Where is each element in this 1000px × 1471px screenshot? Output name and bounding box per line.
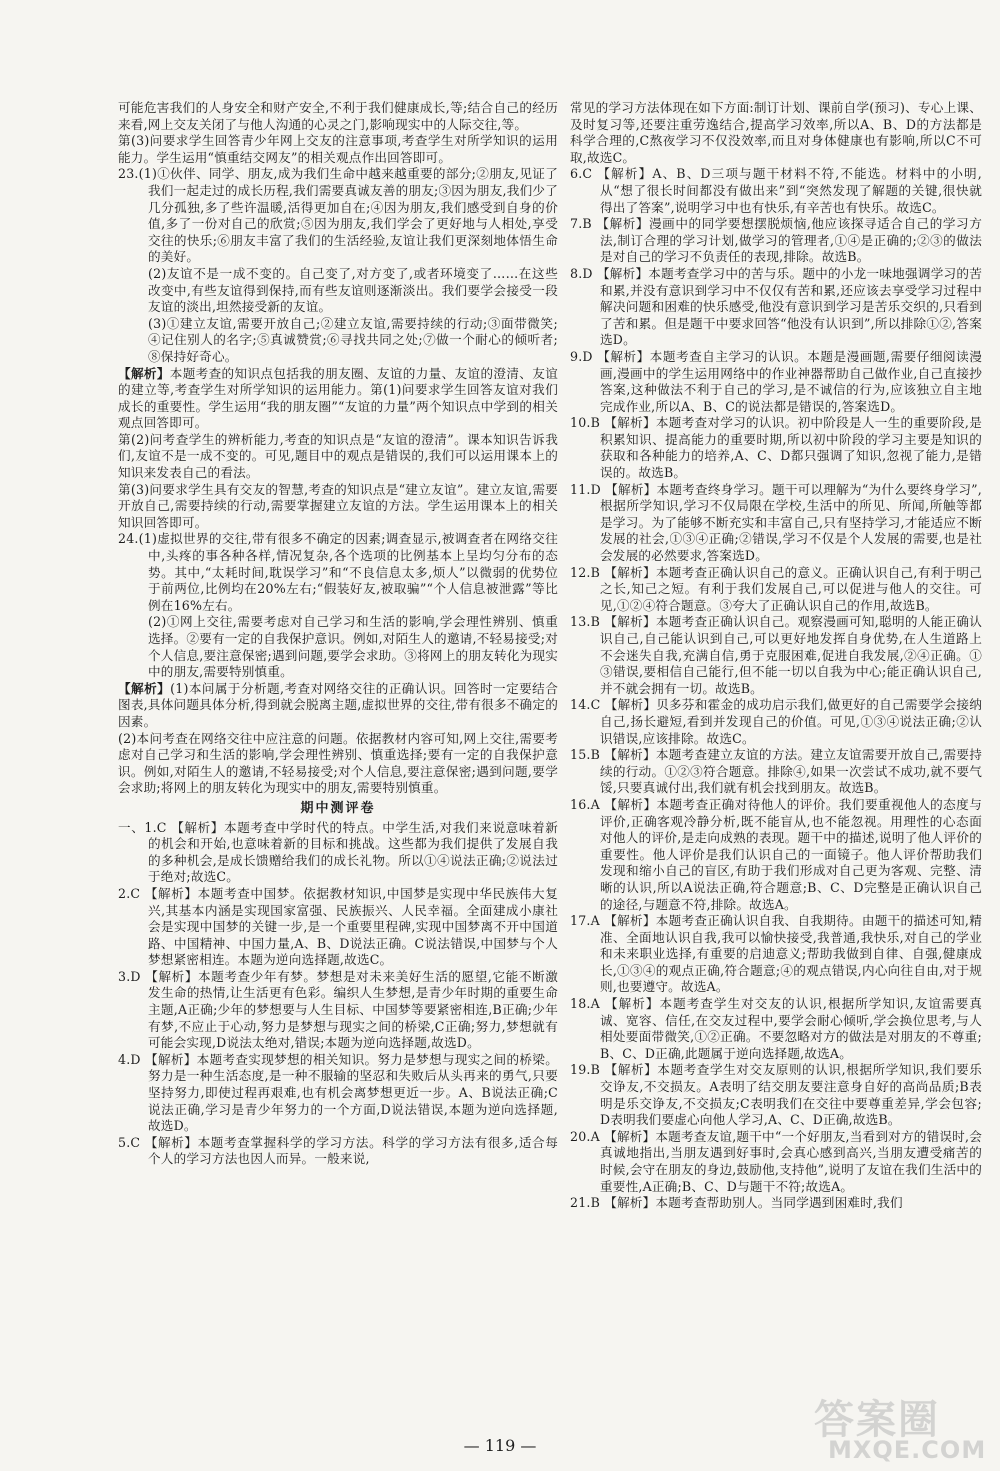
answer-item xyxy=(570,697,982,747)
answer-text: 9.D 【解析】本题考查自主学习的认识。本题是漫画题,需要仔细阅读漫画,漫画中的学生运用网络中的作业神器帮助自己做作业,自己直接抄答案,这种做法不利于自己的学习,是不诚信的行为,应该独立自主地完成作业,所以A、B、C的说法都是错误的,答案选D。 xyxy=(570,348,982,414)
answer-item xyxy=(570,166,982,216)
answer-text: 24.(1)虚拟世界的交往,带有很多不确定的因素;调查显示,被调查者在网络交往中,头疼的事各种各样,情况复杂,各个选项的比例基本上呈均匀分布的态势。其中,“太耗时间,耽误学习”和“不良信息太多,烦人”以微弱的优势位于前两位,比例均在20%左右;“假装好友,被取骗”“个人信息被泄露”等比例在16%左右。 xyxy=(118,531,558,613)
answer-item xyxy=(570,349,982,415)
answer-item xyxy=(570,614,982,697)
answer-text: 可能危害我们的人身安全和财产安全,不利于我们健康成长,等;结合自己的经历来看,网上交友关闭了与他人沟通的心灵之门,影响现实中的人际交往,等。 xyxy=(118,100,558,132)
answer-item xyxy=(118,886,558,969)
page-number: — 119 — xyxy=(463,1436,537,1455)
answer-item xyxy=(570,797,982,913)
answer-paragraph xyxy=(118,266,558,316)
answer-text: 21.B 【解析】本题考查帮助别人。当同学遇到困难时,我们 xyxy=(570,1195,903,1211)
answer-text: 5.C 【解析】本题考查掌握科学的学习方法。科学的学习方法有很多,适合每个人的学习方法也因人而异。一般来说, xyxy=(118,1134,558,1167)
answer-text: 3.D 【解析】本题考查少年有梦。梦想是对未来美好生活的愿望,它能不断激发生命的热情,让生活更有色彩。编织人生梦想,是青少年时期的重要生命主题,A正确;少年的梦想要与人生目标、中国梦等要紧密相连,B正确;少年有梦,不应止于心动,努力是梦想与现实之间的桥梁,C正确;努力,梦想就有可能会实现,D说法太绝对,错误;本题为逆向选择题,故选D。 xyxy=(118,968,558,1051)
answer-paragraph xyxy=(118,133,558,166)
answer-text: (2)本问考查在网络交往中应注意的问题。依据教材内容可知,网上交往,需要考虑对自己学习和生活的影响,学会理性辨别、慎重选择;要有一定的自我保护意识。例如,对陌生人的邀请,不轻易接受;对个人信息,要注意保密;遇到问题,要学会求助;将网上的朋友转化为现实中的朋友,需要特别慎重。 xyxy=(118,730,558,796)
answer-paragraph xyxy=(570,100,982,166)
answer-item xyxy=(570,747,982,797)
answer-item xyxy=(118,1052,558,1135)
answer-text: 10.B 【解析】本题考查对学习的认识。初中阶段是人一生的重要阶段,是积累知识、提高能力的重要时期,所以初中阶段的学习主要是知识的获取和各种能力的培养,A、C、D都只强调了知识,忽视了能力,是错误的。故选B。 xyxy=(570,415,982,481)
answer-item xyxy=(118,969,558,1052)
answer-text: 19.B 【解析】本题考查学生对交友原则的认识,根据所学知识,我们要乐交诤友,不交损友。A表明了结交朋友要注意身自好的高尚品质;B表明是乐交诤友,不交损友;C表明我们在交往中要尊重差异,学会包容;D表明我们要虚心向他人学习,A、C、D正确,故选B。 xyxy=(570,1062,982,1128)
answer-item xyxy=(118,820,558,886)
analysis-tag: 【解析】 xyxy=(118,680,171,696)
answer-item xyxy=(118,531,558,614)
answer-paragraph xyxy=(118,432,558,482)
answer-text: 13.B 【解析】本题考查正确认识自己。观察漫画可知,聪明的人能正确认识自己,自己能认识到自己,可以更好地发挥自身优势,在人生道路上不会迷失自我,充满自信,勇于克服困难,促进自我发展,②④正确。①③错误,要相信自己能行,但不能一切以自我为中心;能正确认识自己,并不就会拥有一切。故选B。 xyxy=(570,614,982,696)
answer-text: (2)①网上交往,需要考虑对自己学习和生活的影响,学会理性辨别、慎重选择。②要有一定的自我保护意识。例如,对陌生人的邀请,不轻易接受;对个人信息,要注意保密;遇到问题,要学会求助。③将网上的朋友转化为现实中的朋友,需要特别慎重。 xyxy=(148,614,558,680)
answer-text: 17.A 【解析】本题考查正确认识自我、自我期待。由题干的描述可知,精准、全面地认识自我,我可以愉快接受,我普通,我快乐,对自己的学业和未来职业选择,有重要的启迪意义;帮助我做到自律、自强,健康成长,①③④的观点正确,符合题意;④的观点错误,内心向往自由,对于规则,也要遵守。故选A。 xyxy=(570,913,982,995)
answer-paragraph xyxy=(118,366,558,432)
watermark-text-bottom: MXQE.COM xyxy=(828,1436,987,1464)
answer-item xyxy=(570,266,982,349)
answer-text: 16.A 【解析】本题考查正确对待他人的评价。我们要重视他人的态度与评价,正确客观冷静分析,既不能盲从,也不能忽视。用理性的心态面对他人的评价,是走向成熟的表现。题干中的描述,说明了他人评价的重要性。他人评价是我们认识自己的一面镜子。他人评价帮助我们发现和缩小自己的盲区,有助于我们形成对自己更为客观、完整、清晰的认识,所以A说法正确,符合题意;B、C、D完整是正确认识自己的途径,与题意不符,排除。故选A。 xyxy=(570,796,982,912)
answer-text: 7.B 【解析】漫画中的同学要想摆脱烦恼,他应该探寻适合自己的学习方法,制订合理的学习计划,做学习的管理者,①④是正确的;②③的做法是对自己的学习不负责任的表现,排除。故选B。 xyxy=(570,216,982,265)
answer-item xyxy=(570,415,982,481)
right-column xyxy=(570,100,982,1212)
answer-item xyxy=(570,1129,982,1195)
answer-item xyxy=(570,216,982,266)
answer-text: 18.A 【解析】本题考查学生对交友的认识,根据所学知识,友谊需要真诚、宽容、信任,在交友过程中,要学会耐心倾听,学会换位思考,与人相处要面带微笑,①②正确。不要忽略对方的做法是对朋友的不尊重;B、C、D正确,此题属于逆向选择题,故选A。 xyxy=(570,996,982,1061)
answer-paragraph xyxy=(118,100,558,133)
answer-text: 一、1.C 【解析】本题考查中学时代的特点。中学生活,对我们来说意味着新的机会和开始,也意味着新的目标和挑战。这些都为我们提供了发展自我的多种机会,是成长馈赠给我们的成长礼物。所以①④说法正确;②说法过于绝对;故选C。 xyxy=(118,819,558,885)
answer-paragraph xyxy=(118,731,558,797)
answer-text: 第(2)问考查学生的辨析能力,考查的知识点是“友谊的澄清”。课本知识告诉我们,友谊不是一成不变的。可见,题目中的观点是错误的,我们可以运用课本上的知识来发表自己的看法。 xyxy=(118,431,558,481)
answer-text: 23.(1)①伙伴、同学、朋友,成为我们生命中越来越重要的部分;②朋友,见证了我们一起走过的成长历程,我们需要真诚友善的朋友;③因为朋友,我们少了几分孤独,多了些许温暖,活得更加自在;④因为朋友,我们感受到自身的价值,多了一份对自己的欣赏;⑤因为朋友,我们学会了更好地与人相处,享受交往的快乐;⑥朋友丰富了我们的生活经验,友谊让我们更深刻地体悟生命的美好。 xyxy=(118,166,558,265)
answer-item xyxy=(118,166,558,266)
answer-text: (3)①建立友谊,需要开放自己;②建立友谊,需要持续的行动;③面带微笑;④记住别人的名字;⑤真诚赞赏;⑥寻找共同之处;⑦做一个耐心的倾听者;⑧保持好奇心。 xyxy=(148,315,558,364)
answer-text: (1)本问属于分析题,考查对网络交往的正确认识。回答时一定要结合图表,具体问题具体分析,得到就会脱离主题,虚拟世界的交往,带有很多不确定的因素。 xyxy=(118,680,558,729)
answer-text: 第(3)问要求学生回答青少年网上交友的注意事项,考查学生对所学知识的运用能力。学生运用“慎重结交网友”的相关观点作出回答即可。 xyxy=(118,133,558,165)
answer-text: 14.C 【解析】贝多芬和霍金的成功启示我们,做更好的自己需要学会接纳自己,扬长避短,看到并发现自己的价值。可见,①③④说法正确;②认识错误,应该排除。故选C。 xyxy=(570,697,982,746)
answer-item xyxy=(570,1195,982,1212)
left-column xyxy=(118,100,558,1168)
answer-text: 4.D 【解析】本题考查实现梦想的相关知识。努力是梦想与现实之间的桥梁。努力是一种生活态度,是一种不服输的坚忍和失败后从头再来的勇气,只要坚持努力,即使过程再艰难,也有机会离梦想更近一步。A、B说法正确;C说法正确,学习是青少年努力的一个方面,D说法错误,本题为逆向选择题,故选D。 xyxy=(118,1051,558,1134)
answer-item xyxy=(118,1135,558,1168)
answer-text: 2.C 【解析】本题考查中国梦。依据教材知识,中国梦是实现中华民族伟大复兴,其基本内涵是实现国家富强、民族振兴、人民幸福。全面建成小康社会是实现中国梦的关键一步,是一个重要里程碑,实现中国梦离不开中国道路、中国精神、中国力量,A、B、D说法正确。C说法错误,中国梦与个人梦想紧密相连。本题为逆向选择题,故选C。 xyxy=(118,885,558,968)
answer-text: 15.B 【解析】本题考查建立友谊的方法。建立友谊需要开放自己,需要持续的行动。①②③符合题意。排除④,如果一次尝试不成功,就不要气馁,只要真诚付出,我们就有机会找到朋友。故选B。 xyxy=(570,747,982,796)
answer-paragraph xyxy=(118,614,558,680)
answer-item xyxy=(570,913,982,996)
answer-paragraph xyxy=(118,681,558,731)
answer-text: (2)友谊不是一成不变的。自己变了,对方变了,或者环境变了……在这些改变中,有些友谊得到保持,而有些友谊则逐渐淡出。我们要学会接受一段友谊的淡出,坦然接受新的友谊。 xyxy=(148,265,558,315)
answer-item xyxy=(570,996,982,1062)
analysis-tag: 【解析】 xyxy=(118,365,170,381)
answer-paragraph xyxy=(118,482,558,532)
answer-text: 11.D 【解析】本题考查终身学习。题干可以理解为“为什么要终身学习”,根据所学知识,学习不仅局限在学校,生活中的所见、所闻,所触等都是学习。为了能够不断充实和丰富自己,只有坚持学习,才能适应不断发展的社会,①③④正确;②错误,学习不仅是个人发展的需要,也是社会发展的必然要求,答案选D。 xyxy=(570,481,982,564)
answer-text: 常见的学习方法体现在如下方面:制订计划、课前自学(预习)、专心上课、及时复习等,还要注重劳逸结合,提高学习效率,所以A、B、D的方法都是科学合理的,C熬夜学习不仅没效率,而且对身体健康也有影响,所以C不可取,故选C。 xyxy=(570,100,982,165)
answer-item xyxy=(570,1062,982,1128)
answer-text: 6.C 【解析】A、B、D三项与题干材料不符,不能选。材料中的小明,从“想了很长时间都没有做出来”到“突然发现了解题的关键,很快就得出了答案”,说明学习中也有快乐,有辛苦也有快乐。故选C。 xyxy=(570,166,982,215)
answer-item xyxy=(570,482,982,565)
answer-text: 8.D 【解析】本题考查学习中的苦与乐。题中的小龙一味地强调学习的苦和累,并没有意识到学习中不仅仅有苦和累,还应该去享受学习过程中解决问题和困难的快乐感受,他没有意识到学习是苦乐交织的,只看到了苦和累。但是题干中要求回答“他没有认识到”,所以排除①②,答案选D。 xyxy=(570,265,982,348)
answer-item xyxy=(570,565,982,615)
answer-paragraph xyxy=(118,316,558,366)
watermark-logo xyxy=(810,1388,995,1468)
section-title: 期中测评卷 xyxy=(300,800,376,816)
watermark-text-top: 答案圈 xyxy=(814,1397,940,1443)
answer-text: 第(3)问要求学生具有交友的智慧,考查的知识点是“建立友谊”。建立友谊,需要开放自己,需要持续的行动,需要掌握建立友谊的方法。学生运用课本上的相关知识回答即可。 xyxy=(118,481,558,530)
answer-text: 本题考查的知识点包括我的朋友圈、友谊的力量、友谊的澄清、友谊的建立等,考查学生对所学知识的运用能力。第(1)问要求学生回答友谊对我们成长的重要性。学生运用“我的朋友圈”“友谊的力量”两个知识点中学到的相关观点回答即可。 xyxy=(118,365,558,431)
answer-text: 12.B 【解析】本题考查正确认识自己的意义。正确认识自己,有利于明己之长,知己之短。有利于我们发展自己,可以促进与他人的交往。可见,①②④符合题意。③夸大了正确认识自己的作用,故选B。 xyxy=(570,564,982,613)
answer-text: 20.A 【解析】本题考查友谊,题干中“一个好朋友,当看到对方的错误时,会真诚地指出,当朋友遇到好事时,会真心感到高兴,当朋友遭受痛苦的时候,会守在朋友的身边,鼓励他,支持他”,说明了友谊在我们生活中的重要性,A正确;B、C、D与题干不符;故选A。 xyxy=(570,1128,982,1194)
